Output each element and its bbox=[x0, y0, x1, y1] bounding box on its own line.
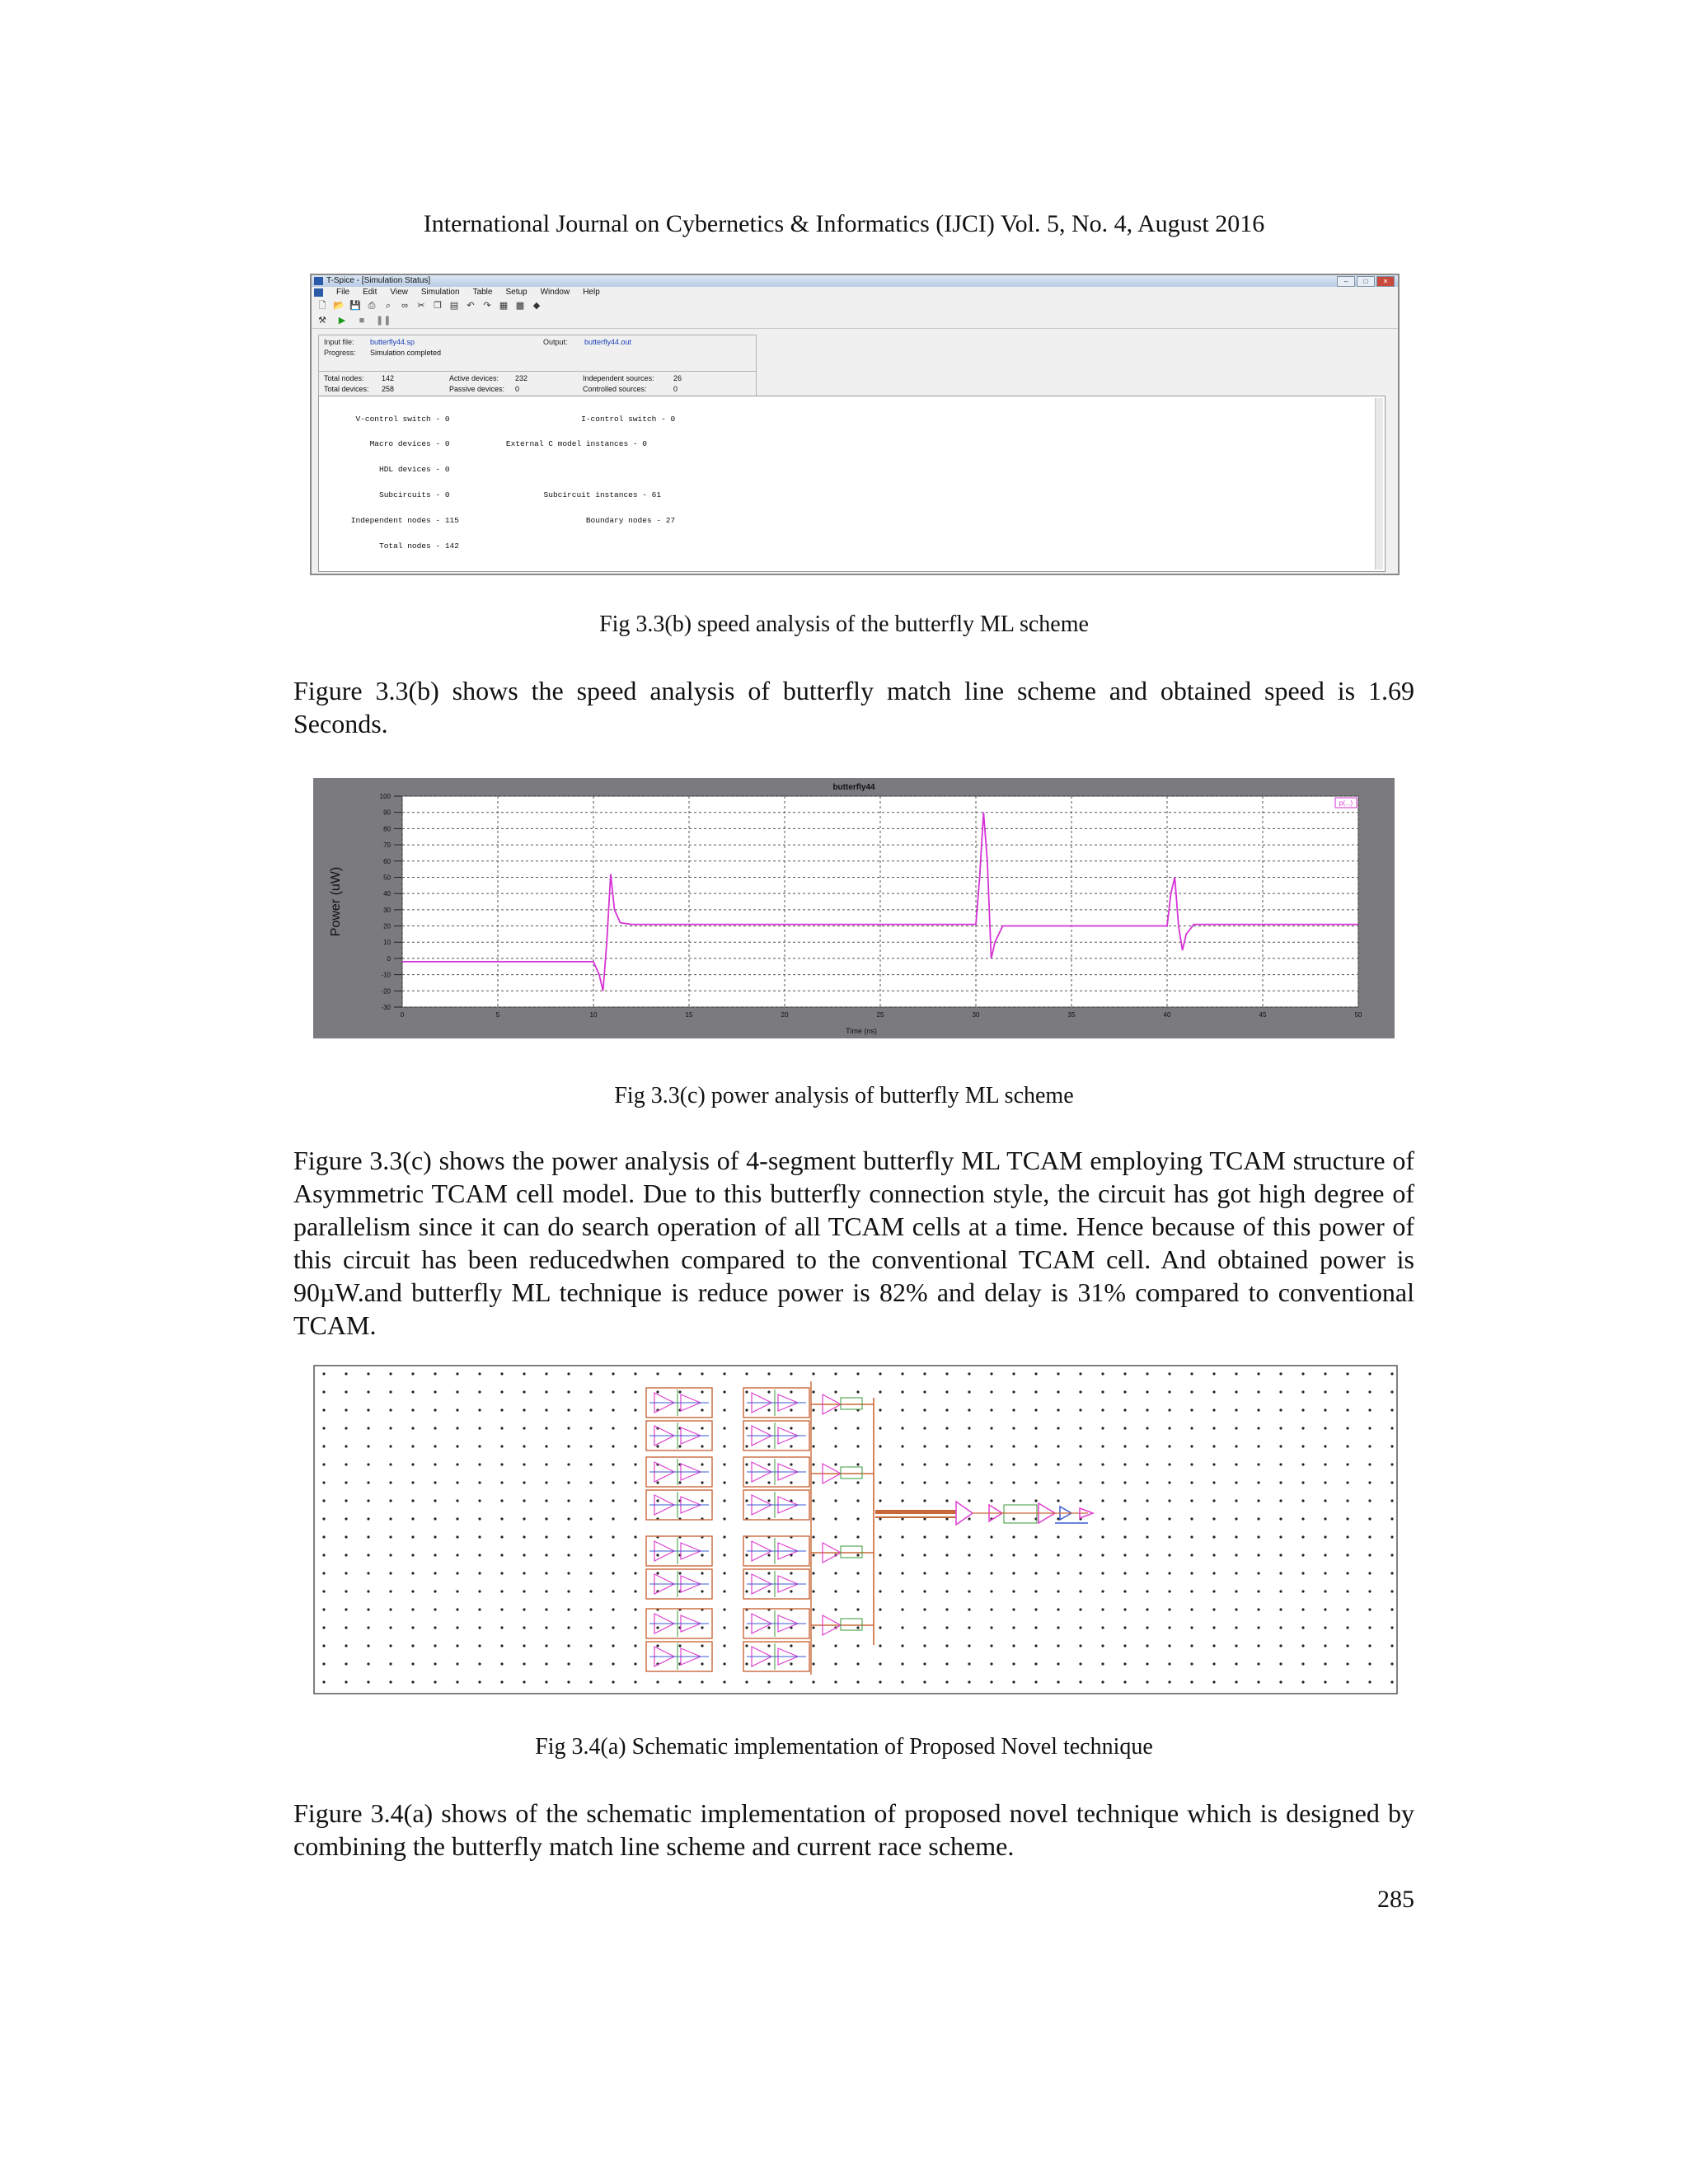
controlled-sources-label: Controlled sources: bbox=[583, 385, 647, 393]
schematic-diagram bbox=[313, 1365, 1398, 1694]
print-preview-icon[interactable]: ⌕ bbox=[385, 300, 392, 311]
output-file-value[interactable]: butterfly44.out bbox=[584, 338, 632, 346]
paragraph-schematic: Figure 3.4(a) shows of the schematic implementation of proposed novel technique which is designed by combining the butterfly match line scheme and current race scheme. bbox=[293, 1798, 1414, 1861]
open-folder-icon[interactable]: 📂 bbox=[333, 300, 345, 311]
redo-icon[interactable]: ↷ bbox=[483, 300, 491, 311]
window-title: T-Spice - [Simulation Status] bbox=[326, 276, 431, 285]
figure-caption-3-4a: Fig 3.4(a) Schematic implementation of Proposed Novel technique bbox=[535, 1734, 1153, 1760]
y-tick-label: 40 bbox=[383, 890, 391, 898]
total-nodes-label: Total nodes: bbox=[324, 374, 364, 382]
total-nodes-value: 142 bbox=[382, 374, 395, 382]
menu-edit[interactable]: Edit bbox=[363, 288, 377, 297]
input-file-value[interactable]: butterfly44.sp bbox=[370, 338, 415, 346]
x-tick-label: 0 bbox=[400, 1011, 405, 1019]
output-file-label: Output: bbox=[543, 338, 568, 346]
page-number: 285 bbox=[1377, 1886, 1414, 1913]
y-axis-label: Power (uW) bbox=[329, 866, 343, 937]
menu-simulation[interactable]: Simulation bbox=[420, 288, 460, 297]
menu-bar bbox=[312, 287, 1398, 298]
device-stats-panel bbox=[318, 371, 757, 397]
log-line: HDL devices - 0 bbox=[332, 465, 450, 475]
passive-devices-label: Passive devices: bbox=[449, 385, 505, 393]
independent-sources-value: 26 bbox=[673, 374, 682, 382]
x-tick-label: 35 bbox=[1067, 1011, 1076, 1019]
run-simulation-icon[interactable]: ▶ bbox=[338, 315, 346, 326]
power-chart bbox=[313, 778, 1395, 1038]
x-tick-label: 40 bbox=[1163, 1011, 1171, 1019]
simulation-log bbox=[318, 396, 1386, 572]
copy-icon[interactable]: ❐ bbox=[434, 300, 442, 311]
waveform-icon[interactable]: ◆ bbox=[532, 300, 541, 311]
bus-line bbox=[875, 1516, 956, 1518]
journal-header: International Journal on Cybernetics & Informatics (IJCI) Vol. 5, No. 4, August 2016 bbox=[423, 210, 1265, 237]
stop-simulation-icon[interactable]: ■ bbox=[359, 315, 365, 326]
progress-value: Simulation completed bbox=[370, 349, 442, 357]
settings-wand-icon[interactable]: ⚒ bbox=[318, 315, 326, 326]
y-tick-label: 100 bbox=[379, 793, 391, 800]
x-tick-label: 20 bbox=[781, 1011, 789, 1019]
chart-title: butterfly44 bbox=[832, 783, 875, 792]
table-icon[interactable]: ▦ bbox=[499, 300, 509, 311]
x-axis-label: Time (ns) bbox=[846, 1027, 877, 1035]
menu-window[interactable]: Window bbox=[540, 288, 570, 297]
undo-icon[interactable]: ↶ bbox=[467, 300, 475, 311]
total-devices-label: Total devices: bbox=[324, 385, 369, 393]
x-tick-label: 30 bbox=[972, 1011, 980, 1019]
menu-file[interactable]: File bbox=[336, 288, 350, 297]
log-scrollbar[interactable] bbox=[1375, 398, 1383, 569]
y-tick-label: -10 bbox=[381, 971, 391, 979]
x-tick-label: 15 bbox=[685, 1011, 693, 1019]
progress-label: Progress: bbox=[324, 349, 356, 357]
log-line: Subcircuits - 0 Subcircuit instances - 61 bbox=[332, 490, 662, 500]
y-tick-label: 0 bbox=[387, 954, 391, 963]
paragraph-power-analysis: Figure 3.3(c) shows the power analysis of 4-segment butterfly ML TCAM employing TCAM structure of Asymmetric TCAM cell model. Due to this butterfly connection style, the circuit has got high degree of parallelism since it can do search operation of all TCAM cells at a time. Hence because of this power of this circuit has been reducedwhen compared to the conventional TCAM cell. And obtained power is 90µW.and butterfly ML technique is reduce power is 82% and delay is 31% compared to conventional TCAM. bbox=[293, 1146, 1414, 1340]
log-line: Total nodes - 142 bbox=[332, 541, 459, 551]
minimize-button[interactable]: – bbox=[1337, 276, 1355, 287]
y-tick-label: 90 bbox=[383, 808, 391, 817]
close-button[interactable]: ✕ bbox=[1376, 276, 1395, 287]
tspice-app-icon bbox=[314, 277, 323, 285]
cut-icon[interactable]: ✂ bbox=[417, 300, 425, 311]
schematic-figure bbox=[313, 1365, 1398, 1694]
menu-setup[interactable]: Setup bbox=[505, 288, 528, 297]
y-tick-label: 80 bbox=[383, 825, 391, 833]
menu-help[interactable]: Help bbox=[583, 288, 600, 297]
paste-icon[interactable]: ▤ bbox=[449, 300, 459, 311]
window-titlebar bbox=[312, 275, 1398, 287]
document-icon bbox=[314, 288, 323, 297]
log-line: Macro devices - 0 External C model instances - 0 bbox=[332, 439, 647, 449]
print-icon[interactable]: ⎙ bbox=[368, 300, 376, 311]
paragraph-speed-analysis: Figure 3.3(b) shows the speed analysis of butterfly match line scheme and obtained speed is 1.69 Seconds. bbox=[293, 676, 1414, 738]
tspice-window bbox=[310, 274, 1400, 575]
input-file-label: Input file: bbox=[324, 338, 354, 346]
legend-label: p(...) bbox=[1339, 799, 1353, 807]
maximize-button[interactable]: □ bbox=[1357, 276, 1375, 287]
chart-icon[interactable]: ▩ bbox=[515, 300, 525, 311]
x-tick-label: 5 bbox=[495, 1011, 500, 1019]
log-line: Independent nodes - 115 Boundary nodes - 27 bbox=[332, 516, 676, 526]
y-tick-label: -30 bbox=[381, 1004, 391, 1011]
find-binoculars-icon[interactable]: ∞ bbox=[401, 300, 408, 311]
y-tick-label: 60 bbox=[383, 857, 391, 865]
figure-caption-3-3b: Fig 3.3(b) speed analysis of the butterfly ML scheme bbox=[599, 612, 1089, 637]
toolbar bbox=[312, 298, 1398, 313]
pause-simulation-icon[interactable]: ❚❚ bbox=[376, 315, 392, 326]
x-tick-label: 50 bbox=[1354, 1011, 1362, 1019]
menu-table[interactable]: Table bbox=[472, 288, 493, 297]
schematic-grid bbox=[315, 1366, 1396, 1693]
active-devices-value: 232 bbox=[515, 374, 528, 382]
y-tick-label: 70 bbox=[383, 841, 391, 850]
log-line: V-control switch - 0 I-control switch - 0 bbox=[332, 414, 676, 424]
active-devices-label: Active devices: bbox=[449, 374, 499, 382]
new-file-icon[interactable]: 🗋 bbox=[318, 300, 326, 311]
y-tick-label: 50 bbox=[383, 874, 391, 882]
y-tick-label: 30 bbox=[383, 906, 391, 914]
menu-view[interactable]: View bbox=[390, 288, 408, 297]
file-info-panel bbox=[318, 335, 757, 372]
passive-devices-value: 0 bbox=[515, 385, 520, 393]
power-chart-figure bbox=[313, 778, 1395, 1038]
controlled-sources-value: 0 bbox=[673, 385, 678, 393]
y-tick-label: 20 bbox=[383, 922, 391, 930]
independent-sources-label: Independent sources: bbox=[583, 374, 654, 382]
bus-line bbox=[875, 1510, 956, 1514]
x-tick-label: 10 bbox=[589, 1011, 598, 1019]
total-devices-value: 258 bbox=[382, 385, 395, 393]
x-tick-label: 45 bbox=[1259, 1011, 1267, 1019]
x-tick-label: 25 bbox=[876, 1011, 884, 1019]
figure-caption-3-3c: Fig 3.3(c) power analysis of butterfly ML scheme bbox=[614, 1083, 1074, 1108]
y-tick-label: 10 bbox=[383, 939, 391, 947]
simulation-toolbar bbox=[312, 313, 1398, 329]
y-tick-label: -20 bbox=[381, 987, 391, 996]
save-icon[interactable]: 💾 bbox=[349, 300, 361, 311]
